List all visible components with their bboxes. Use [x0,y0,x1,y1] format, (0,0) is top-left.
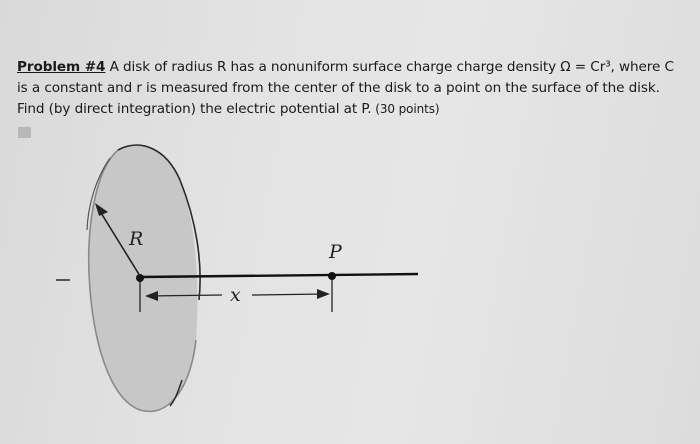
problem-question: Find (by direct integration) the electric potential at P. [17,101,372,117]
problem-line-2: is a constant and r is measured from the center of the disk to a point on the surface of the disk. [17,80,660,96]
problem-points: (30 points) [371,102,440,116]
distance-arrow-line-right [252,294,324,295]
point-p-label: P [329,241,342,263]
distance-label: x [230,284,241,306]
point-p-dot [328,272,336,280]
problem-number: Problem #4 [17,59,106,75]
radius-label: R [129,228,144,250]
distance-arrowhead-right [317,289,330,299]
problem-line-1-text: A disk of radius R has a nonuniform surface charge charge density Ω = Cr³, where C [105,59,674,75]
